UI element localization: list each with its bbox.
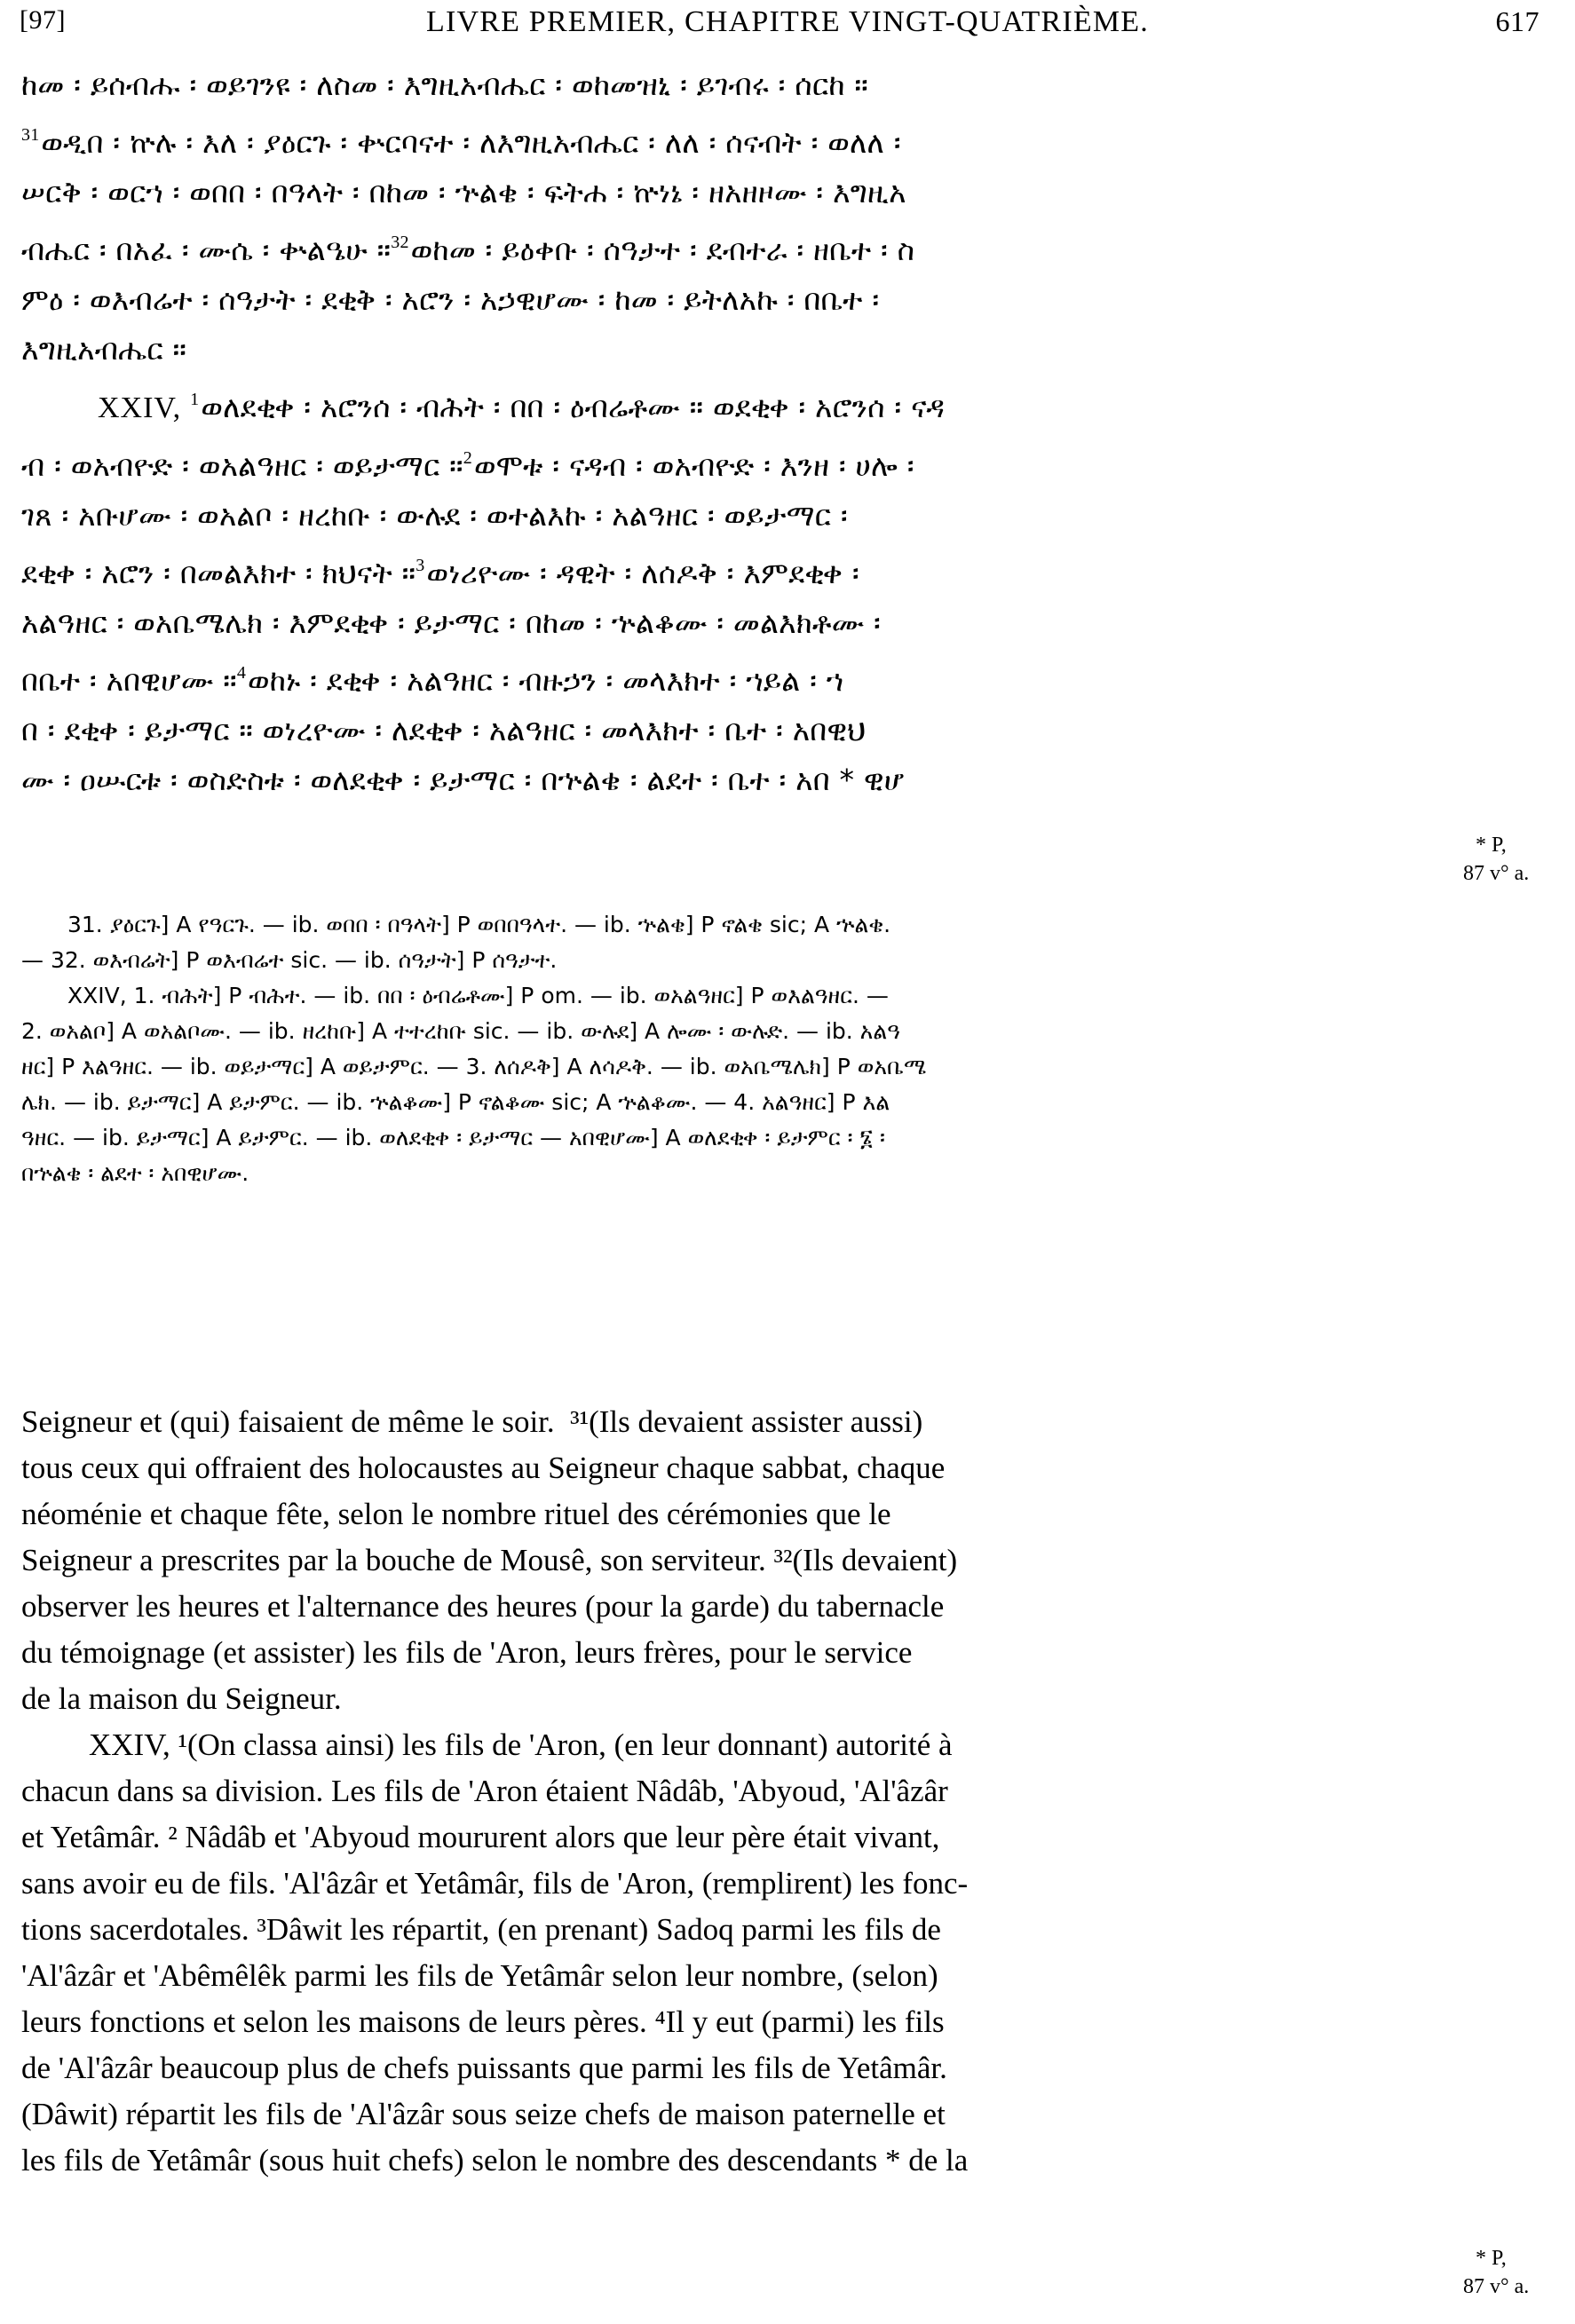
apparatus-line: ሌክ. — ib. ይታማር] A ይታምር. — ib. ኍልቆሙ] P ኖልቆሙ sic; A ኍልቆሙ. — 4. አልዓዘር] P እል <box>21 1089 890 1115</box>
text-line: tous ceux qui offraient des holocaustes au Seigneur chaque sabbat, chaque <box>21 1451 946 1485</box>
text-line: observer les heures et l'alternance des heures (pour la garde) du tabernacle <box>21 1589 945 1624</box>
text-line: et Yetâmâr. ² Nâdâb et 'Abyoud moururent alors que leur père était vivant, <box>21 1820 940 1854</box>
geez-line: በ ፡ ደቂቀ ፡ ይታማር ። ወነረዮሙ ፡ ለደቂቀ ፡ አልዓዘር ፡ መላእክተ ፡ ቤተ ፡ አበዊህ <box>21 713 867 747</box>
text-line: de la maison du Seigneur. <box>21 1681 342 1716</box>
margin-note-line-2: 87 v° a. <box>1463 862 1530 885</box>
folio-marker: [97] <box>20 5 66 35</box>
verse-number: 4 <box>236 663 247 683</box>
verse-number: 32 <box>391 233 409 252</box>
geez-line: ገጸ ፡ አቡሆሙ ፡ ወአልቦ ፡ ዘረከቡ ፡ ውሉደ ፡ ወተልእኩ ፡ አልዓዘር ፡ ወይታማር ፡ <box>21 498 848 533</box>
verse-number: 3 <box>416 556 425 575</box>
apparatus-line: ዓዘር. — ib. ይታማር] A ይታምር. — ib. ወለደቂቀ ፡ ይታማር — አበዊሆሙ] A ወለደቂቀ ፡ ይታምር ፡ ፮ ፡ <box>21 1125 885 1150</box>
margin-note-line-1: * P, <box>1476 834 1507 857</box>
verse-number: 2 <box>463 448 472 468</box>
apparatus-line: — 32. ወእብሬት] P ወእብሬተ sic. — ib. ሰዓታት] P ሰዓታተ. <box>21 947 558 973</box>
apparatus-line: 2. ወአልቦ] A ወአልቦሙ. — ib. ዘረከቡ] A ተተረከቡ sic. — ib. ውሉደ] A ሎሙ ፡ ውሉድ. — ib. አልዓ <box>21 1018 900 1044</box>
french-translation <box>21 1399 1406 2184</box>
apparatus-line: ዘር] P እልዓዘር. — ib. ወይታማር] A ወይታምር. — 3. ለሰዶቅ] A ለሳዶቅ. — ib. ወአቤሜሌክ] P ወአቤሜ <box>21 1054 927 1079</box>
text-line: tions sacerdotales. ³Dâwit les répartit, (en prenant) Sadoq parmi les fils de <box>21 1912 941 1947</box>
geez-line: በቤተ ፡ አበዊሆሙ ።$^4$ወከኑ ፡ ደቂቀ ፡ አልዓዘር ፡ ብዙኃን ፡ መላእክተ ፡ ኀይል ፡ ኀ <box>21 663 844 698</box>
verse-number: 31 <box>21 125 40 145</box>
text-line: du témoignage (et assister) les fils de 'Aron, leurs frères, pour le service <box>21 1635 913 1670</box>
geez-text-block <box>21 60 1408 805</box>
text-line: XXIV, ¹(On classa ainsi) les fils de 'Aron, (en leur donnant) autorité à <box>89 1727 953 1762</box>
text-line: chacun dans sa division. Les fils de 'Aron étaient Nâdâb, 'Abyoud, 'Al'âzâr <box>21 1774 948 1808</box>
text-line: Seigneur et (qui) faisaient de même le soir. ³¹(Ils devaient assister aussi) <box>21 1404 923 1439</box>
page-number: 617 <box>1495 5 1539 37</box>
translation-paragraph <box>21 1399 1406 1722</box>
geez-line: $^{31}$ወዲበ ፡ ኵሉ ፡ እለ ፡ ያዕርጉ ፡ ቍርባናተ ፡ ለእግዚአብሔር ፡ ለለ ፡ ሰናብት ፡ ወለለ ፡ <box>21 125 901 160</box>
geez-line: ደቂቀ ፡ አሮን ፡ በመልእክተ ፡ ክህናት ።$^3$ወነሪዮሙ ፡ ዳዊት ፡ ለሰዶቅ ፡ እምደቂቀ ፡ <box>21 556 859 590</box>
margin-folio-note-top <box>1463 831 1529 888</box>
geez-line: ሙ ፡ ዐሡርቱ ፡ ወስድስቱ ፡ ወለደቂቀ ፡ ይታማር ፡ በኍልቄ ፡ ልደተ ፡ ቤተ ፡ አበ * ዊሆ <box>21 763 905 797</box>
text-line: les fils de Yetâmâr (sous huit chefs) selon le nombre des descendants * de la <box>21 2143 969 2178</box>
geez-line: ብሔር ፡ በአፈ ፡ ሙሴ ፡ ቍልዔሁ ።$^{32}$ወከመ ፡ ይዕቀቡ ፡ ሰዓታተ ፡ ደብተራ ፡ ዘቤተ ፡ ስ <box>21 233 915 267</box>
apparatus-line: XXIV, 1. ብሕት] P ብሕተ. — ib. በበ ፡ ዕብሬቶሙ] P om. — ib. ወአልዓዘር] P ወእልዓዘር. — <box>67 983 889 1008</box>
apparatus-line: በኍልቄ ፡ ልደተ ፡ አበዊሆሙ. <box>21 1160 249 1186</box>
critical-apparatus <box>21 907 1408 1191</box>
translation-paragraph <box>21 1722 1406 2184</box>
chapter-number: XXIV, <box>98 391 182 424</box>
verse-number: 1 <box>190 390 200 409</box>
geez-line-chapter-start: XXIV, $^1$ወለደቂቀ ፡ አሮንሰ ፡ ብሕት ፡ በበ ፡ ዕብሬቶሙ ። ወደቂቀ ፡ አሮንሰ ፡ ናዳ <box>98 390 946 424</box>
text-line: 'Al'âzâr et 'Abêmêlêk parmi les fils de Yetâmâr selon leur nombre, (selon) <box>21 1958 938 1993</box>
geez-line: ምዕ ፡ ወእብሬተ ፡ ሰዓታት ፡ ደቂቅ ፡ አሮን ፡ አኃዊሆሙ ፡ ከመ ፡ ይትለአኩ ፡ በቤተ ፡ <box>21 282 880 317</box>
margin-note-line-1: * P, <box>1476 2247 1507 2270</box>
geez-line: እግዚአብሔር ። <box>21 332 187 367</box>
text-line: leurs fonctions et selon les maisons de leurs pères. ⁴Il y eut (parmi) les fils <box>21 2004 945 2039</box>
text-line: Seigneur a prescrites par la bouche de Mousê, son serviteur. ³²(Ils devaient) <box>21 1543 958 1577</box>
geez-line: አልዓዘር ፡ ወአቤሜሌክ ፡ እምደቂቀ ፡ ይታማር ፡ በከመ ፡ ኍልቆሙ ፡ መልእክቶሙ ፡ <box>21 605 882 640</box>
margin-folio-note-bottom <box>1463 2244 1529 2301</box>
text-line: (Dâwit) répartit les fils de 'Al'âzâr sous seize chefs de maison paternelle et <box>21 2097 946 2131</box>
text-line: de 'Al'âzâr beaucoup plus de chefs puissants que parmi les fils de Yetâmâr. <box>21 2051 947 2085</box>
running-head <box>0 5 1575 46</box>
geez-line: ብ ፡ ወአብዮድ ፡ ወአልዓዘር ፡ ወይታማር ።$^2$ወሞቱ ፡ ናዳብ ፡ ወአብዮድ ፡ እንዘ ፡ ሀሎ ፡ <box>21 448 914 483</box>
page-title: LIVRE PREMIER, CHAPITRE VINGT-QUATRIÈME. <box>426 5 1149 38</box>
text-line: sans avoir eu de fils. 'Al'âzâr et Yetâmâr, fils de 'Aron, (remplirent) les fonc- <box>21 1866 969 1901</box>
geez-line: ከመ ፡ ይሰብሑ ፡ ወይገንዩ ፡ ለስመ ፡ እግዚአብሔር ፡ ወከመዝኒ ፡ ይገብሩ ፡ ሰርከ ። <box>21 67 869 102</box>
text-line: néoménie et chaque fête, selon le nombre rituel des cérémonies que le <box>21 1497 891 1531</box>
margin-note-line-2: 87 v° a. <box>1463 2275 1530 2298</box>
apparatus-line: 31. ያዕርጉ] A የዓርጉ. — ib. ወበበ ፡ በዓላት] P ወበበዓላተ. — ib. ኍልቄ] P ኖልቄ sic; A ኍልቄ. <box>67 912 891 937</box>
geez-line: ሠርቅ ፡ ወርኀ ፡ ወበበ ፡ በዓላት ፡ በከመ ፡ ኍልቄ ፡ ፍትሐ ፡ ኵነኔ ፡ ዘአዘዞሙ ፡ እግዚአ <box>21 175 906 209</box>
